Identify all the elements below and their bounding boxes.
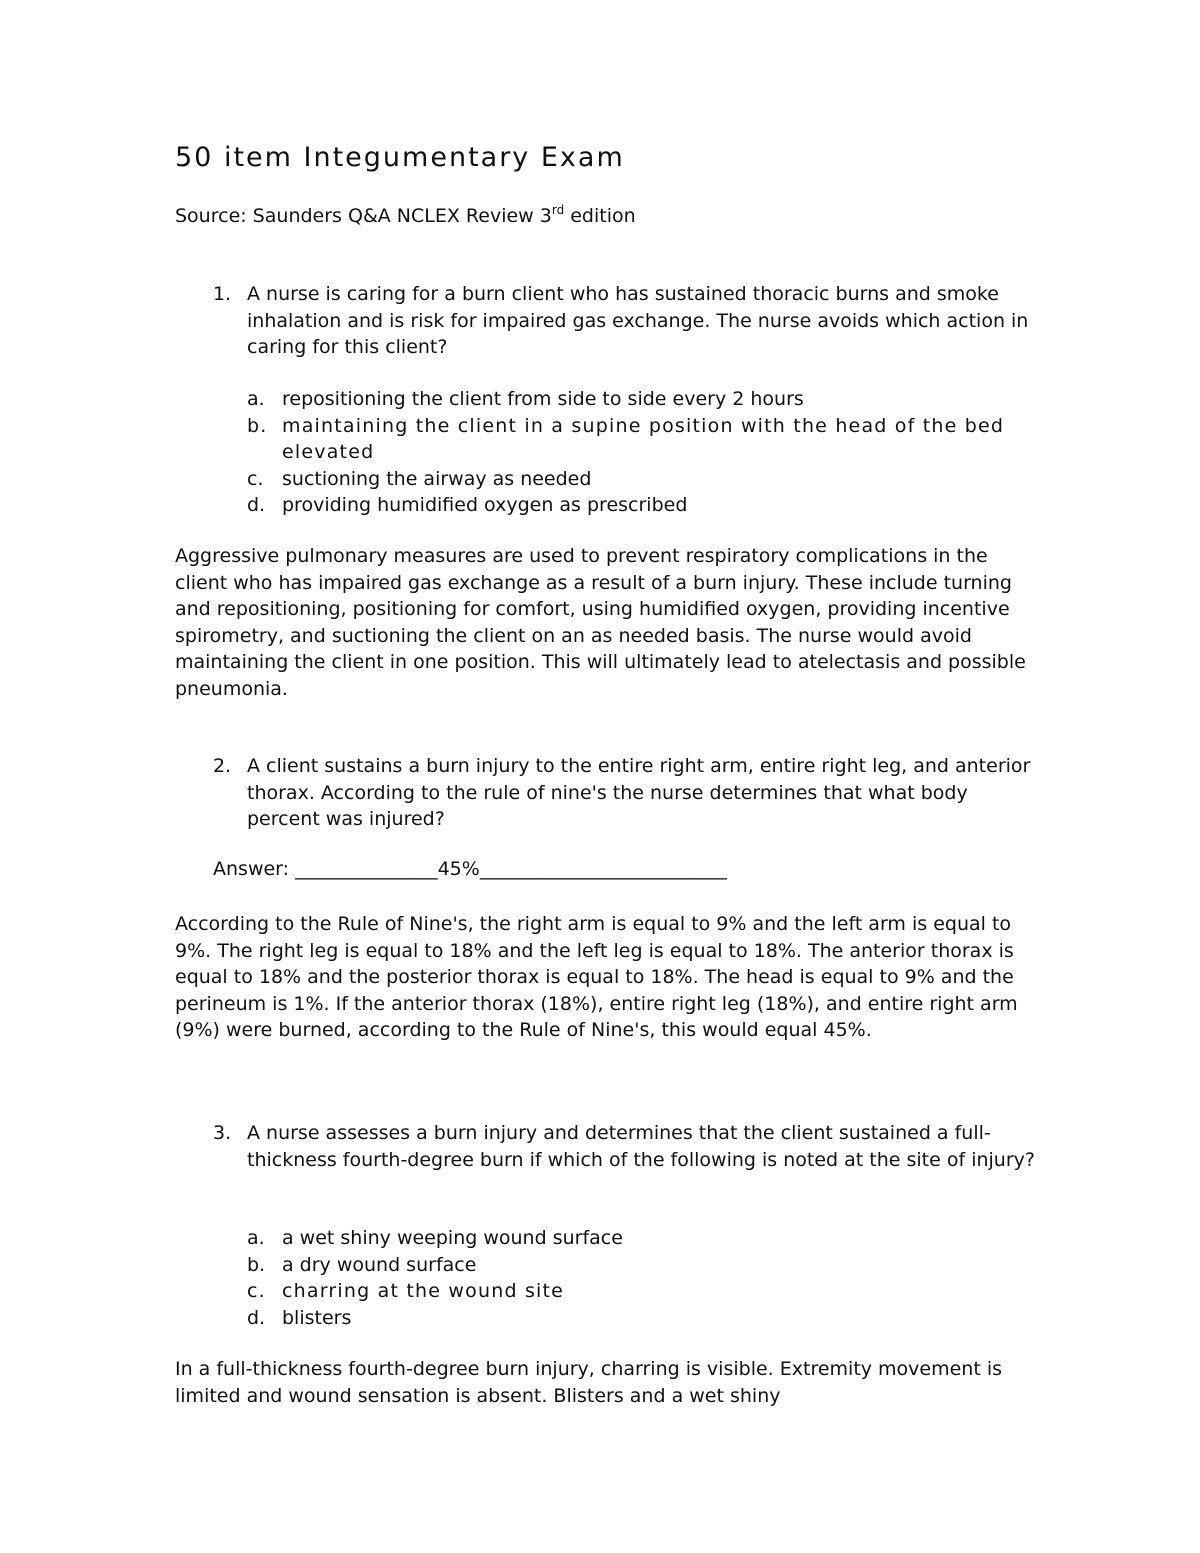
- question-number: 1.: [213, 283, 232, 305]
- question-1: [213, 281, 1043, 361]
- option-c: [247, 466, 1027, 493]
- option-letter: a.: [247, 388, 265, 410]
- option-b: [247, 1252, 1027, 1279]
- option-d: [247, 1305, 1027, 1332]
- question-1-options: [247, 386, 1027, 519]
- option-a: [247, 386, 1027, 413]
- source-prefix: Source: Saunders Q&A NCLEX Review 3: [175, 205, 552, 227]
- option-text: providing humidified oxygen as prescribed: [282, 494, 688, 516]
- question-1-rationale: Aggressive pulmonary measures are used to prevent respiratory complications in the client who has impaired gas exchange as a result of a burn injury. These include turning and repositioning, positioning for comfort, using humidified oxygen, providing incentive spirometry, and suctioning the client on an as needed basis. The nurse would avoid maintaining the client in one position. This will ultimately lead to atelectasis and possible pneumonia.: [175, 545, 1026, 700]
- option-letter: d.: [247, 494, 266, 516]
- question-number: 3.: [213, 1122, 232, 1144]
- option-text: maintaining the client in a supine position with the head of the bed elevated: [282, 414, 1005, 463]
- option-c: [247, 1278, 1027, 1305]
- option-d: [247, 492, 1027, 519]
- option-a: [247, 1225, 1027, 1252]
- question-text: A client sustains a burn injury to the entire right arm, entire right leg, and anterior thorax. According to the rule of nine's the nurse determines that what body percent was injured?: [247, 755, 1031, 830]
- option-letter: b.: [247, 1253, 266, 1276]
- question-text: A nurse is caring for a burn client who has sustained thoracic burns and smoke inhalation and is risk for impaired gas exchange. The nurse avoids which action in caring for this client?: [247, 283, 1029, 358]
- answer-label: Answer:: [213, 858, 290, 880]
- option-letter: d.: [247, 1306, 266, 1329]
- option-text: blisters: [282, 1306, 352, 1329]
- option-letter: a.: [247, 1227, 265, 1249]
- answer-value: _______________45%__________________________: [295, 858, 727, 880]
- option-text: repositioning the client from side to side every 2 hours: [282, 388, 804, 410]
- option-letter: b.: [247, 414, 268, 437]
- option-letter: c.: [247, 1280, 266, 1302]
- question-2-rationale: According to the Rule of Nine's, the right arm is equal to 9% and the left arm is equal to 9%. The right leg is equal to 18% and the left leg is equal to 18%. The anterior thorax is equal to 18% and the posterior thorax is equal to 18%. The head is equal to 9% and the perineum is 1%. If the anterior thorax (18%), entire right leg (18%), and entire right arm (9%) were burned, according to the Rule of Nine's, this would equal 45%.: [175, 913, 1018, 1041]
- option-text: charring at the wound site: [282, 1280, 565, 1302]
- source-suffix: edition: [564, 205, 636, 227]
- question-number: 2.: [213, 755, 232, 777]
- option-letter: c.: [247, 467, 264, 490]
- question-3: [213, 1120, 1043, 1173]
- page-title: 50 item Integumentary Exam: [175, 142, 625, 173]
- source-line: [175, 203, 636, 227]
- question-3-options: [247, 1225, 1027, 1331]
- option-text: suctioning the airway as needed: [282, 467, 592, 490]
- source-superscript: rd: [551, 203, 565, 217]
- question-3-rationale: In a full-thickness fourth-degree burn injury, charring is visible. Extremity movement is limited and wound sensation is absent. Blisters and a wet shiny: [175, 1358, 1003, 1407]
- question-2: [213, 753, 1043, 833]
- option-text: a dry wound surface: [282, 1253, 477, 1276]
- option-b: [247, 413, 1027, 466]
- option-text: a wet shiny weeping wound surface: [282, 1227, 623, 1249]
- question-text: A nurse assesses a burn injury and determines that the client sustained a full-thickness fourth-degree burn if which of the following is noted at the site of injury?: [247, 1122, 1035, 1171]
- answer-line: [213, 858, 727, 880]
